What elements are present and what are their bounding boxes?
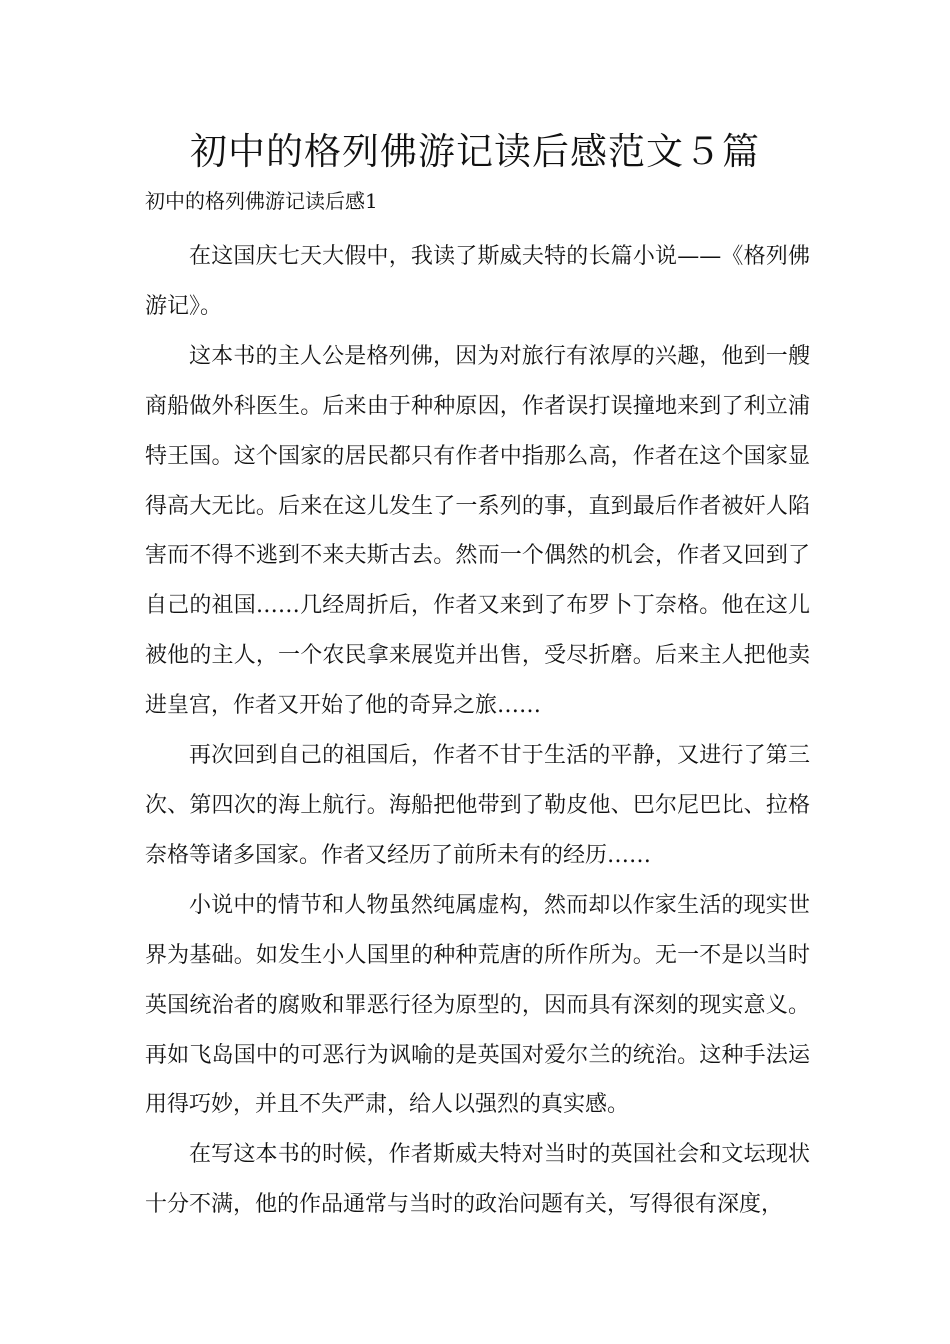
body-paragraph: 在写这本书的时候，作者斯威夫特对当时的英国社会和文坛现状十分不满，他的作品通常与当时的政治问题有关，写得很有深度， [145,1142,810,1218]
body-paragraph: 这本书的主人公是格列佛，因为对旅行有浓厚的兴趣，他到一艘商船做外科医生。后来由于种种原因，作者误打误撞地来到了利立浦特王国。这个国家的居民都只有作者中指那么高，作者在这个国家显得高大无比。后来在这儿发生了一系列的事，直到最后作者被奸人陷害而不得不逃到不来夫斯古去。然而一个偶然的机会，作者又回到了自己的祖国……几经周折后，作者又来到了布罗卜丁奈格。他在这儿被他的主人，一个农民拿来展览并出售，受尽折磨。后来主人把他卖进皇宫，作者又开始了他的奇异之旅…… [145,343,810,719]
document-body [145,232,810,1230]
body-paragraph: 小说中的情节和人物虽然纯属虚构，然而却以作家生活的现实世界为基础。如发生小人国里的种种荒唐的所作所为。无一不是以当时英国统治者的腐败和罪恶行径为原型的，因而具有深刻的现实意义。再如飞岛国中的可恶行为讽喻的是英国对爱尔兰的统治。这种手法运用得巧妙，并且不失严肃，给人以强烈的真实感。 [145,892,810,1118]
body-paragraph: 在这国庆七天大假中，我读了斯威夫特的长篇小说——《格列佛游记》。 [145,244,810,319]
essay-heading: 初中的格列佛游记读后感1 [145,189,378,213]
document-title: 初中的格列佛游记读后感范文５篇 [190,130,760,173]
body-paragraph: 再次回到自己的祖国后，作者不甘于生活的平静，又进行了第三次、第四次的海上航行。海船把他带到了勒皮他、巴尔尼巴比、拉格奈格等诸多国家。作者又经历了前所未有的经历…… [145,743,810,868]
